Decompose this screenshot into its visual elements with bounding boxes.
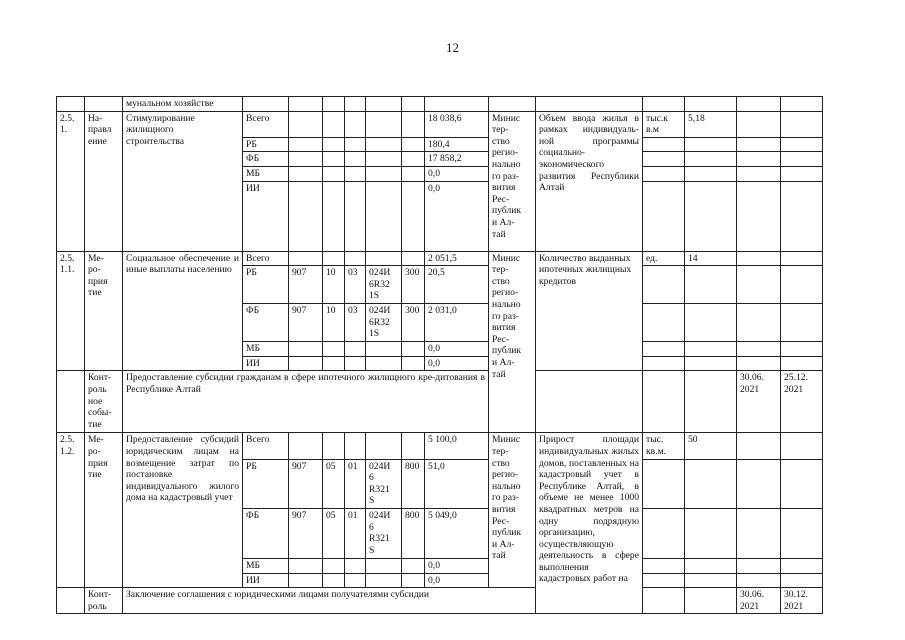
table-row bbox=[57, 588, 823, 614]
csr: 024И 6R32 1S bbox=[366, 266, 402, 304]
row-type: Ме- ро- прия тие bbox=[85, 251, 123, 371]
row-name: Стимулирование жилищного строительства bbox=[123, 111, 243, 251]
fin-source: ИИ bbox=[243, 573, 289, 588]
fin-source: Всего bbox=[243, 251, 289, 266]
fin-source: Всего bbox=[243, 111, 289, 137]
continuation-text: мунальном хозяйстве bbox=[123, 97, 243, 112]
event-start: 30.06. 2021 bbox=[737, 371, 781, 433]
event-text: Предоставление субсидии гражданам в сфере ипотечного жилищного кре-дитования в Республике Алтай bbox=[123, 371, 489, 433]
rz: 05 bbox=[323, 459, 345, 508]
fin-source: МБ bbox=[243, 166, 289, 181]
row-name: Социальное обеспечение и иные выплаты населению bbox=[123, 251, 243, 371]
vr: 300 bbox=[402, 304, 425, 342]
row-number: 2.5. 1. bbox=[57, 111, 85, 251]
row-name: Предоставление субсидий юридическим лицам на возмещение затрат по постановке индивидуального жилого дома на кадастровый учет bbox=[123, 433, 243, 588]
row-type: На- правл ение bbox=[85, 111, 123, 251]
fin-amount: 0,0 bbox=[425, 558, 489, 573]
pr: 03 bbox=[345, 266, 366, 304]
fin-amount: 2 051,5 bbox=[425, 251, 489, 266]
grbs: 907 bbox=[289, 304, 323, 342]
indicator-value: 50 bbox=[685, 433, 737, 459]
indicator: Объем ввода жилья в рамках индивидуаль-ной программы социально-экономического развития Республики Алтай bbox=[536, 111, 643, 251]
rz: 10 bbox=[323, 266, 345, 304]
pr: 01 bbox=[345, 508, 366, 558]
fin-amount: 2 031,0 bbox=[425, 304, 489, 342]
row-type: Ме- ро- прия тие bbox=[85, 433, 123, 588]
row-number: 2.5. 1.2. bbox=[57, 433, 85, 588]
fin-amount: 0,0 bbox=[425, 181, 489, 251]
indicator-unit: ед. bbox=[643, 251, 685, 266]
fin-amount: 51,0 bbox=[425, 459, 489, 508]
grbs: 907 bbox=[289, 508, 323, 558]
fin-source: Всего bbox=[243, 433, 289, 459]
row-number: 2.5. 1.1. bbox=[57, 251, 85, 371]
fin-source: РБ bbox=[243, 459, 289, 508]
grbs: 907 bbox=[289, 266, 323, 304]
fin-source: РБ bbox=[243, 137, 289, 152]
event-type: Конт- роль bbox=[85, 588, 123, 614]
event-start: 30.06. 2021 bbox=[737, 588, 781, 614]
fin-amount: 0,0 bbox=[425, 356, 489, 371]
fin-source: ФБ bbox=[243, 508, 289, 558]
csr: 024И 6 R321 S bbox=[366, 508, 402, 558]
fin-source: ИИ bbox=[243, 356, 289, 371]
event-text: Заключение соглашения с юридическими лицами получателями субсидии bbox=[123, 588, 536, 614]
indicator-unit: тыс.к в.м bbox=[643, 111, 685, 137]
pr: 03 bbox=[345, 304, 366, 342]
fin-source: МБ bbox=[243, 558, 289, 573]
event-end: 25.12. 2021 bbox=[781, 371, 823, 433]
executor: Минис тер- ство регио- нально го раз- вития Рес- публик и Ал- тай bbox=[489, 433, 536, 588]
fin-amount: 5 100,0 bbox=[425, 433, 489, 459]
csr: 024И 6R32 1S bbox=[366, 304, 402, 342]
rz: 05 bbox=[323, 508, 345, 558]
fin-source: ФБ bbox=[243, 152, 289, 167]
vr: 800 bbox=[402, 508, 425, 558]
pr: 01 bbox=[345, 459, 366, 508]
fin-amount: 180,4 bbox=[425, 137, 489, 152]
table-row bbox=[57, 433, 823, 459]
program-table bbox=[56, 96, 823, 614]
indicator: Количество выданных ипотечных жилищных кредитов bbox=[536, 251, 643, 371]
grbs: 907 bbox=[289, 459, 323, 508]
table-row bbox=[57, 251, 823, 266]
fin-amount: 18 038,6 bbox=[425, 111, 489, 137]
fin-source: РБ bbox=[243, 266, 289, 304]
fin-source: МБ bbox=[243, 342, 289, 357]
rz: 10 bbox=[323, 304, 345, 342]
fin-amount: 0,0 bbox=[425, 166, 489, 181]
indicator-unit: тыс. кв.м. bbox=[643, 433, 685, 459]
csr: 024И 6 R321 S bbox=[366, 459, 402, 508]
indicator: Прирост площади индивидуальных жилых домов, поставленных на кадастровый учет в Республике Алтай, в объеме не менее 1000 квадратных метров на одну подрядную организацию, осуществляющую деятельность в сфере выполнения кадастровых работ на bbox=[536, 433, 643, 614]
event-type: Конт- роль ное собы- тие bbox=[85, 371, 123, 433]
page-number: 12 bbox=[446, 40, 459, 55]
fin-source: ИИ bbox=[243, 181, 289, 251]
fin-amount: 0,0 bbox=[425, 573, 489, 588]
fin-source: ФБ bbox=[243, 304, 289, 342]
event-end: 30.12. 2021 bbox=[781, 588, 823, 614]
vr: 300 bbox=[402, 266, 425, 304]
vr: 800 bbox=[402, 459, 425, 508]
fin-amount: 17 858,2 bbox=[425, 152, 489, 167]
fin-amount: 5 049,0 bbox=[425, 508, 489, 558]
table-row bbox=[57, 97, 823, 112]
executor: Минис тер- ство регио- нально го раз- вития Рес- публик и Ал- тай bbox=[489, 251, 536, 433]
executor: Минис тер- ство регио- нально го раз- вития Рес- публик и Ал- тай bbox=[489, 111, 536, 251]
indicator-value: 14 bbox=[685, 251, 737, 266]
table-row bbox=[57, 111, 823, 137]
table-row bbox=[57, 371, 823, 433]
fin-amount: 0,0 bbox=[425, 342, 489, 357]
indicator-value: 5,18 bbox=[685, 111, 737, 137]
fin-amount: 20,5 bbox=[425, 266, 489, 304]
